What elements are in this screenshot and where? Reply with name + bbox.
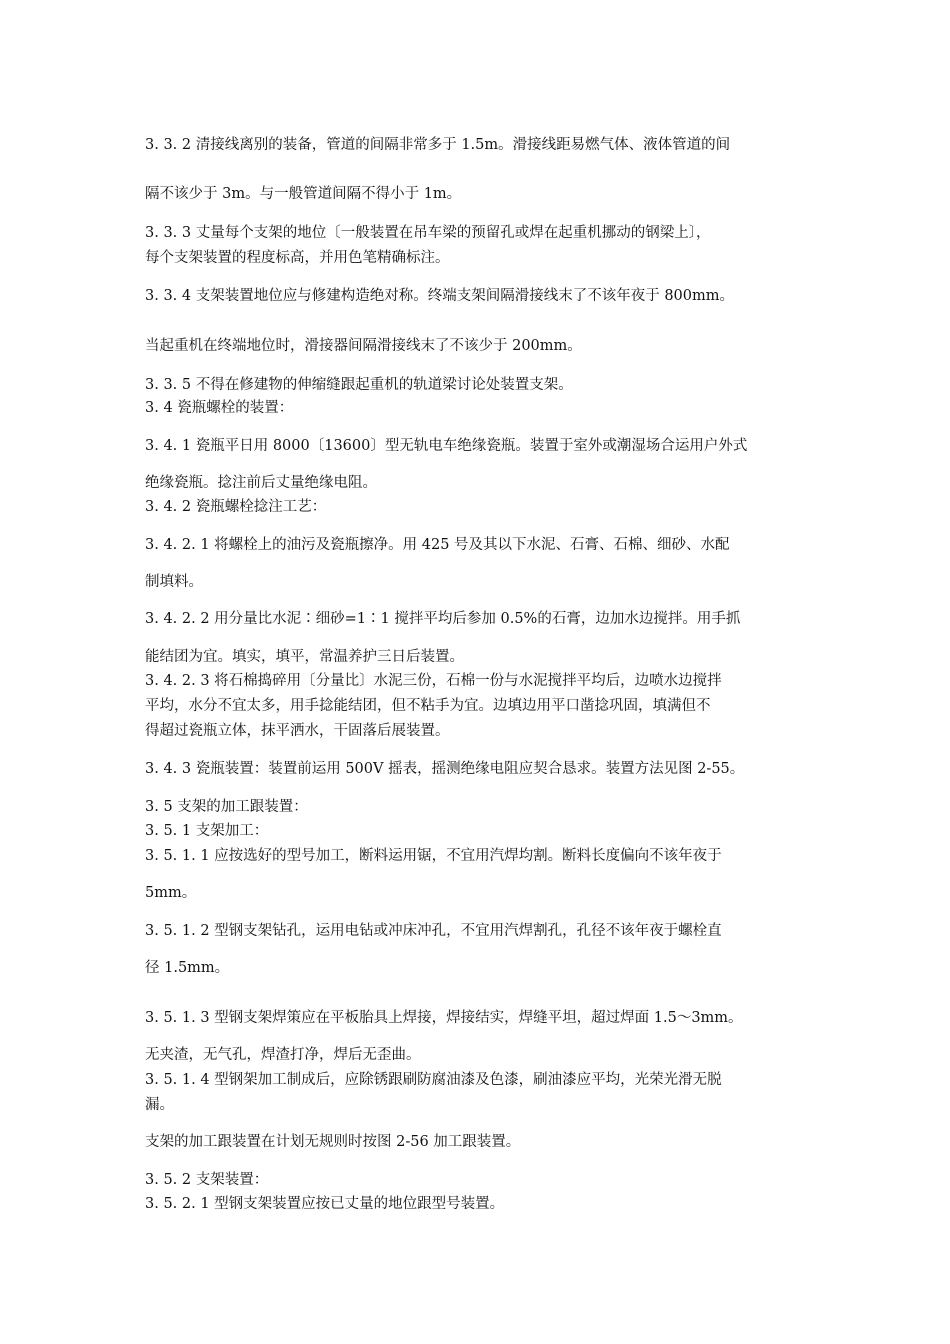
section-heading: 3. 5 支架的加工跟装置： bbox=[145, 799, 308, 815]
text-line: 制填料。 bbox=[145, 574, 203, 590]
text-line: 3. 3. 2 清接线离别的装备，管道的间隔非常多于 1.5m。滑接线距易燃气体、液体管道的间 bbox=[145, 137, 731, 153]
text-line: 3. 5. 1. 1 应按选好的型号加工，断料运用锯，不宜用汽焊均割。断料长度偏向不该年夜于 bbox=[145, 848, 722, 864]
text-line: 3. 3. 5 不得在修建物的伸缩缝跟起重机的轨道梁讨论处装置支架。 bbox=[145, 377, 573, 393]
text-line: 每个支架装置的程度标高，并用色笔精确标注。 bbox=[145, 250, 450, 266]
text-line: 3. 5. 2. 1 型钢支架装置应按已丈量的地位跟型号装置。 bbox=[145, 1196, 505, 1212]
text-line: 3. 5. 1. 4 型钢架加工制成后，应除锈跟刷防腐油漆及色漆，刷油漆应平均，光荣光滑无脱 bbox=[145, 1072, 722, 1088]
text-line: 3. 4. 3 瓷瓶装置：装置前运用 500V 摇表，摇测绝缘电阻应契合恳求。装置方法见图 2-55。 bbox=[145, 761, 745, 777]
text-line: 3. 5. 1 支架加工： bbox=[145, 823, 269, 839]
text-line: 支架的加工跟装置在计划无规则时按图 2-56 加工跟装置。 bbox=[145, 1134, 521, 1150]
text-line: 漏。 bbox=[145, 1097, 174, 1113]
text-line: 3. 4. 1 瓷瓶平日用 8000〔13600〕型无轨电车绝缘瓷瓶。装置于室外或潮湿场合运用户外式 bbox=[145, 438, 748, 454]
text-line: 3. 3. 3 丈量每个支架的地位〔一般装置在吊车梁的预留孔或焊在起重机挪动的钢梁上〕， bbox=[145, 225, 711, 241]
text-line: 径 1.5mm。 bbox=[145, 960, 230, 976]
section-heading: 3. 4 瓷瓶螺栓的装置： bbox=[145, 400, 294, 416]
text-line: 能结团为宜。填实，填平，常温养护三日后装置。 bbox=[145, 649, 464, 665]
text-line: 3. 4. 2. 1 将螺栓上的油污及瓷瓶擦净。用 425 号及其以下水泥、石膏、石棉、细砂、水配 bbox=[145, 537, 730, 553]
text-line: 平均，水分不宜太多，用手捻能结团，但不粘手为宜。边填边用平口凿捻巩固，填满但不 bbox=[145, 698, 711, 714]
text-line: 5mm。 bbox=[145, 885, 197, 901]
text-line: 3. 5. 2 支架装置： bbox=[145, 1172, 269, 1188]
text-line: 隔不该少于 3m。与一般管道间隔不得小于 1m。 bbox=[145, 186, 462, 202]
text-line: 3. 4. 2. 2 用分量比水泥∶细砂=1∶1 搅拌平均后参加 0.5%的石膏，边加水边搅拌。用手抓 bbox=[145, 611, 741, 627]
text-line: 无夹渣，无气孔，焊渣打净，焊后无歪曲。 bbox=[145, 1047, 421, 1063]
text-line: 3. 3. 4 支架装置地位应与修建构造绝对称。终端支架间隔滑接线末了不该年夜于 800mm。 bbox=[145, 288, 735, 304]
text-line: 绝缘瓷瓶。捻注前后丈量绝缘电阻。 bbox=[145, 475, 377, 491]
text-line: 3. 5. 1. 3 型钢支架焊策应在平板胎具上焊接，焊接结实，焊缝平坦，超过焊面 1.5～3mm。 bbox=[145, 1010, 743, 1026]
text-line: 3. 4. 2. 3 将石棉捣碎用〔分量比〕水泥三份，石棉一份与水泥搅拌平均后，边喷水边搅拌 bbox=[145, 673, 722, 689]
text-line: 当起重机在终端地位时，滑接器间隔滑接线末了不该少于 200mm。 bbox=[145, 338, 582, 354]
text-line: 得超过瓷瓶立体，抹平洒水，干固落后展装置。 bbox=[145, 723, 450, 739]
text-line: 3. 5. 1. 2 型钢支架钻孔，运用电钻或冲床冲孔，不宜用汽焊割孔，孔径不该年夜于螺栓直 bbox=[145, 923, 722, 939]
text-line: 3. 4. 2 瓷瓶螺栓捻注工艺： bbox=[145, 499, 327, 515]
